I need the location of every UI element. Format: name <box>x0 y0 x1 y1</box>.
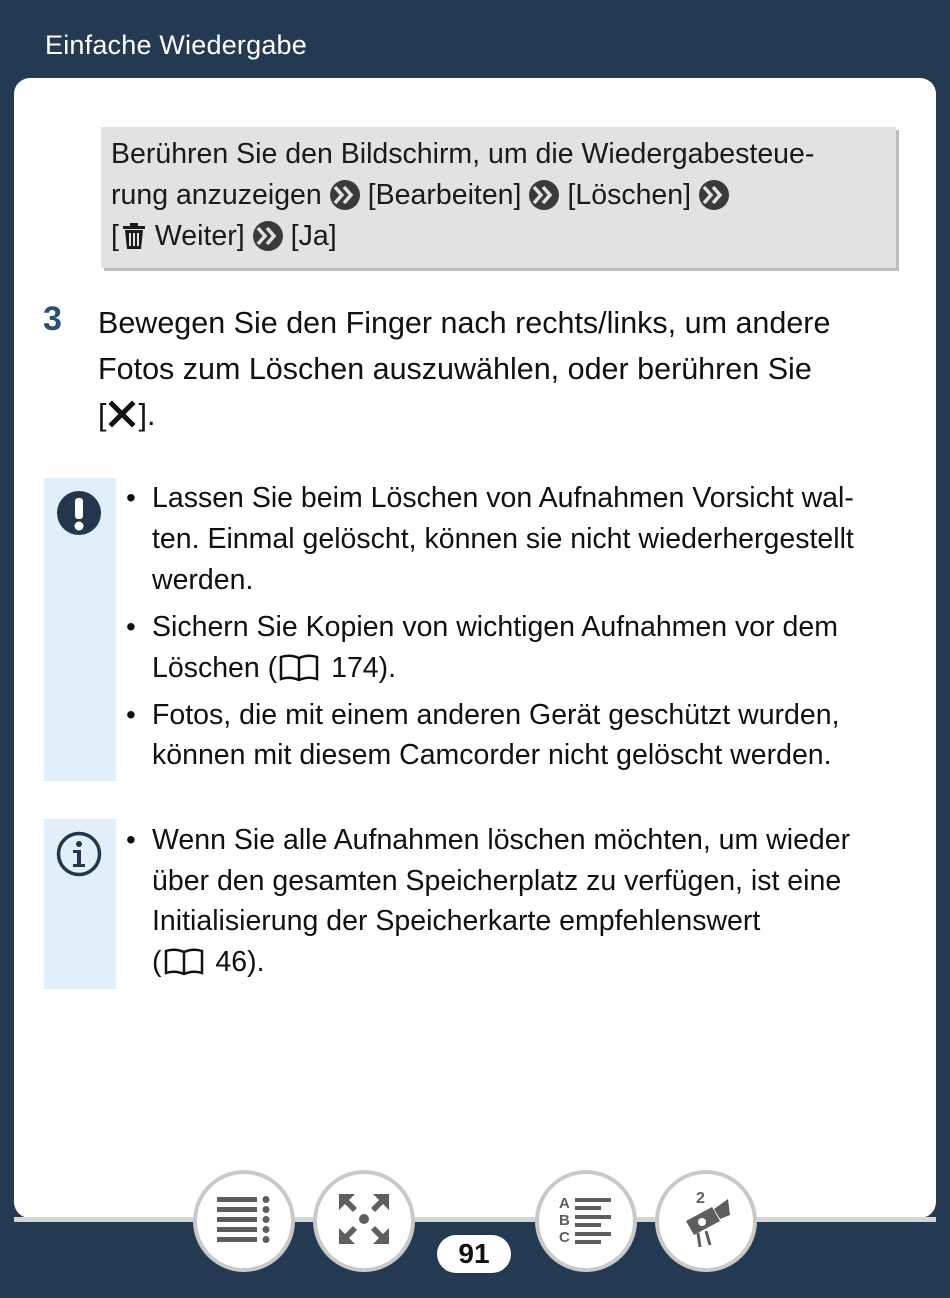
step-line-1: Bewegen Sie den Finger nach rechts/links, um andere <box>98 306 831 340</box>
step-line-2: Fotos zum Löschen auszuwählen, oder berühren Sie <box>98 352 812 386</box>
caution-bullet-1-line-2: ten. Einmal gelöscht, können sie nicht wiederhergestellt <box>152 523 854 555</box>
operation-text: [Bearbeiten] <box>367 179 522 211</box>
caution-bullet-3-line-2: können mit diesem Camcorder nicht gelöscht werden. <box>152 739 832 771</box>
operation-text: [Ja] <box>290 220 337 252</box>
step-line-3 <box>98 395 155 438</box>
info-line-4 <box>152 945 265 984</box>
info-text: ( <box>152 946 162 978</box>
camcorder-button[interactable] <box>655 1170 757 1272</box>
double-chevron-right-icon <box>529 180 561 218</box>
info-line-3: Initialisierung der Speicherkarte empfehlenswert <box>152 905 761 937</box>
book-icon <box>279 654 319 690</box>
double-chevron-right-icon <box>253 221 285 259</box>
fullscreen-button[interactable] <box>313 1170 415 1272</box>
index-button[interactable] <box>535 1170 637 1272</box>
table-of-contents-icon <box>215 1193 273 1250</box>
caution-sidebar <box>44 478 116 781</box>
operation-text: [Löschen] <box>567 179 692 211</box>
info-text: 46). <box>207 946 265 978</box>
operation-text: rung anzuzeigen <box>111 179 322 211</box>
close-x-icon <box>108 398 136 438</box>
step-bracket: [ <box>98 398 107 432</box>
info-line-1: Wenn Sie alle Aufnahmen löschen möchten, um wieder <box>152 824 851 856</box>
operation-text: [ <box>111 220 119 252</box>
svg-text:A: A <box>559 1194 570 1212</box>
index-icon <box>557 1193 615 1250</box>
svg-text:B: B <box>559 1211 570 1229</box>
bullet: • <box>126 824 136 855</box>
svg-text:C: C <box>559 1228 570 1245</box>
bullet: • <box>126 482 136 513</box>
operation-line-2 <box>111 178 737 218</box>
caution-text: 174). <box>323 652 397 684</box>
header-title: Einfache Wiedergabe <box>45 30 307 60</box>
table-of-contents-button[interactable] <box>193 1170 295 1272</box>
footer-rule <box>14 1217 936 1222</box>
caution-bullet-1-line-3: werden. <box>152 564 254 596</box>
operation-line-1: Berühren Sie den Bildschirm, um die Wiedergabesteue- <box>111 138 815 170</box>
double-chevron-right-icon <box>330 180 362 218</box>
exclamation-icon <box>56 490 102 541</box>
step-bracket: ]. <box>138 398 156 432</box>
info-icon <box>56 831 102 882</box>
trash-icon <box>121 222 147 258</box>
operation-text: Weiter] <box>154 220 245 252</box>
step-number: 3 <box>43 300 62 338</box>
bullet: • <box>126 611 136 642</box>
operation-box <box>101 127 896 268</box>
double-chevron-right-icon <box>699 180 731 218</box>
caution-bullet-1-line-1: Lassen Sie beim Löschen von Aufnahmen Vorsicht wal- <box>152 482 854 514</box>
caution-bullet-2-line-1: Sichern Sie Kopien von wichtigen Aufnahmen vor dem <box>152 611 838 643</box>
caution-text: Löschen ( <box>152 652 278 684</box>
camcorder-badge: 2 <box>696 1189 705 1207</box>
info-line-2: über den gesamten Speicherplatz zu verfügen, ist eine <box>152 865 842 897</box>
book-icon <box>164 948 204 984</box>
info-sidebar <box>44 819 116 989</box>
operation-line-3 <box>111 219 337 259</box>
fullscreen-icon <box>337 1192 391 1251</box>
camcorder-icon <box>676 1189 736 1254</box>
caution-bullet-3-line-1: Fotos, die mit einem anderen Gerät geschützt wurden, <box>152 699 840 731</box>
page-number: 91 <box>437 1235 511 1273</box>
caution-bullet-2-line-2 <box>152 651 396 690</box>
bullet: • <box>126 699 136 730</box>
